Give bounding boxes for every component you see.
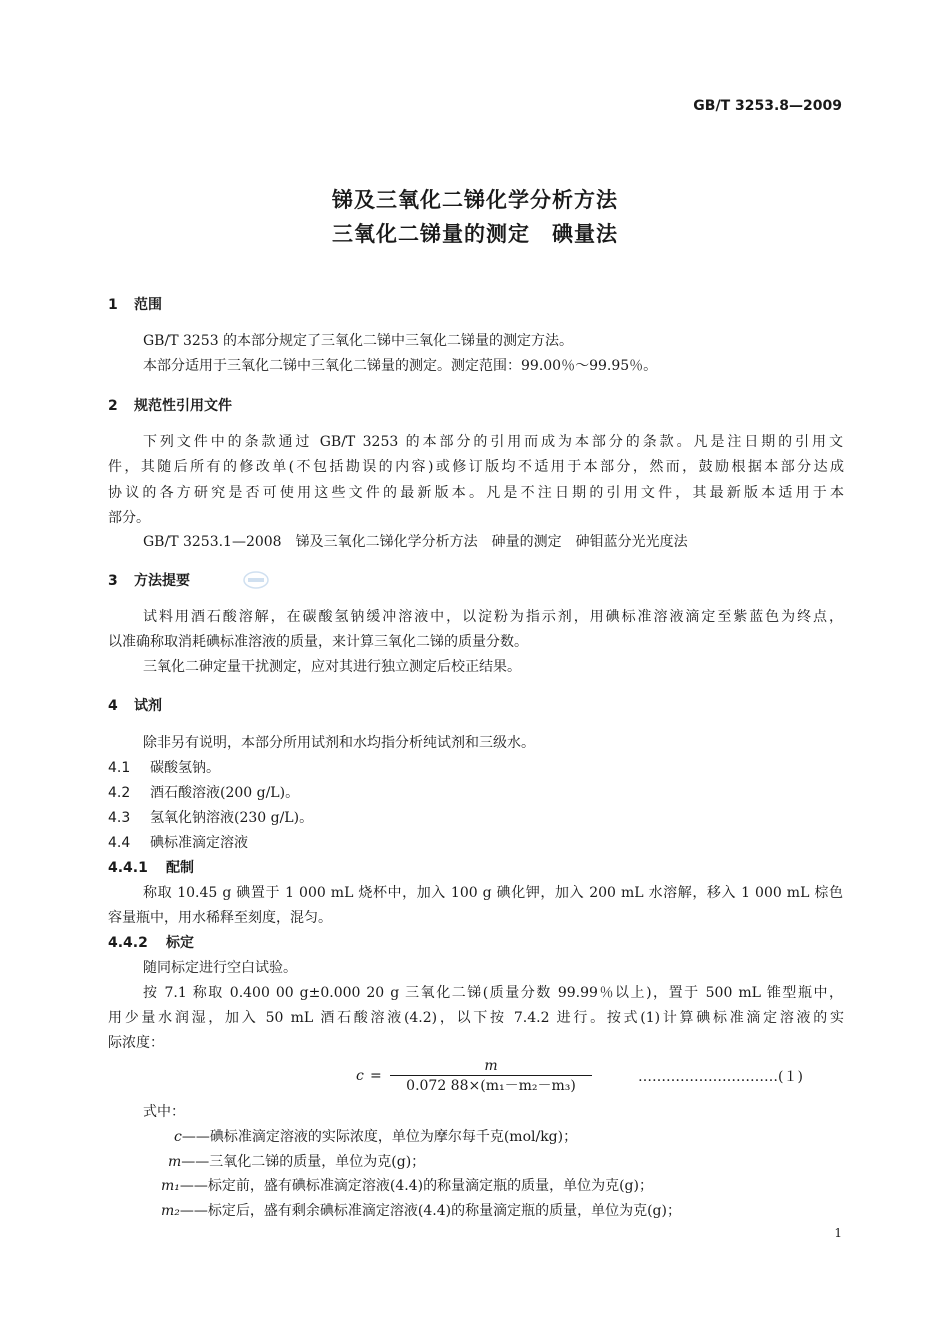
watermark-logo-icon bbox=[243, 571, 269, 589]
item-text: 标定 bbox=[166, 935, 194, 951]
reagent-item bbox=[108, 832, 248, 852]
section-title: 范围 bbox=[134, 297, 162, 313]
definition-text: ——三氧化二锑的质量，单位为克(g)； bbox=[181, 1154, 426, 1170]
variable-symbol: m bbox=[168, 1154, 182, 1170]
section-number: 3 bbox=[108, 573, 118, 589]
paragraph: 随同标定进行空白试验。 bbox=[143, 960, 297, 976]
formula-lhs: c bbox=[356, 1068, 364, 1084]
formula-fraction bbox=[390, 1058, 592, 1095]
definition-item bbox=[174, 1126, 577, 1146]
item-number: 4.3 bbox=[108, 810, 131, 826]
paragraph: 件，其随后所有的修改单(不包括勘误的内容)或修订版均不适用于本部分，然而，鼓励根据本部分达成 bbox=[108, 459, 844, 475]
definition-text: ——标定前，盛有碘标准滴定溶液(4.4)的称量滴定瓶的质量，单位为克(g)； bbox=[179, 1178, 653, 1194]
formula-number: …………………………(１) bbox=[638, 1069, 803, 1085]
paragraph: 以准确称取消耗碘标准溶液的质量，来计算三氧化二锑的质量分数。 bbox=[108, 634, 528, 650]
paragraph: 按 7.1 称取 0.400 00 g±0.000 20 g 三氧化二锑(质量分数 99.99％以上)，置于 500 mL 锥型瓶中， bbox=[143, 985, 843, 1001]
paragraph: 部分。 bbox=[108, 510, 150, 526]
formula-numerator: m bbox=[484, 1058, 498, 1074]
definition-item bbox=[168, 1151, 425, 1171]
variable-symbol: m₂ bbox=[161, 1203, 180, 1219]
subclause-heading-standardization bbox=[108, 932, 194, 952]
item-text: 碳酸氢钠。 bbox=[150, 760, 220, 776]
paragraph: 容量瓶中，用水稀释至刻度，混匀。 bbox=[108, 910, 332, 926]
reagent-item bbox=[108, 757, 220, 777]
formula-equals: = bbox=[370, 1068, 382, 1084]
standard-number: GB/T 3253.8—2009 bbox=[693, 98, 842, 114]
section-heading-principle bbox=[108, 570, 190, 590]
section-heading-scope bbox=[108, 294, 162, 314]
paragraph: 称取 10.45 g 碘置于 1 000 mL 烧杯中，加入 100 g 碘化钾，加入 200 mL 水溶解，移入 1 000 mL 棕色 bbox=[143, 885, 843, 901]
page-number: 1 bbox=[834, 1226, 842, 1240]
item-number: 4.4.1 bbox=[108, 860, 148, 876]
definition-text: ——标定后，盛有剩余碘标准滴定溶液(4.4)的称量滴定瓶的质量，单位为克(g)； bbox=[179, 1203, 681, 1219]
definition-item bbox=[161, 1200, 681, 1220]
item-text: 酒石酸溶液(200 g/L)。 bbox=[150, 785, 300, 801]
section-heading-normative-references bbox=[108, 395, 232, 415]
paragraph: 本部分适用于三氧化二锑中三氧化二锑量的测定。测定范围：99.00％～99.95％。 bbox=[143, 358, 658, 374]
document-title-line2: 三氧化二锑量的测定 碘量法 bbox=[332, 222, 618, 246]
item-number: 4.2 bbox=[108, 785, 131, 801]
paragraph: 际浓度： bbox=[108, 1035, 164, 1051]
reagent-item bbox=[108, 807, 313, 827]
section-heading-reagents bbox=[108, 695, 162, 715]
document-title-line1: 锑及三氧化二锑化学分析方法 bbox=[332, 188, 618, 212]
section-number: 4 bbox=[108, 698, 118, 714]
item-text: 碘标准滴定溶液 bbox=[150, 835, 248, 851]
definition-text: ——碘标准滴定溶液的实际浓度，单位为摩尔每千克(mol/kg)； bbox=[181, 1129, 578, 1145]
paragraph: 三氧化二砷定量干扰测定，应对其进行独立测定后校正结果。 bbox=[143, 659, 521, 675]
formula-denominator: 0.072 88×(m₁－m₂－m₃) bbox=[406, 1078, 576, 1094]
paragraph: 协议的各方研究是否可使用这些文件的最新版本。凡是不注日期的引用文件，其最新版本适用于本 bbox=[108, 485, 844, 501]
section-title: 方法提要 bbox=[134, 573, 190, 589]
item-number: 4.4 bbox=[108, 835, 131, 851]
paragraph: 用少量水润湿，加入 50 mL 酒石酸溶液(4.2)，以下按 7.4.2 进行。按式(1)计算碘标准滴定溶液的实 bbox=[108, 1010, 844, 1026]
section-title: 试剂 bbox=[134, 698, 162, 714]
definition-item bbox=[161, 1175, 653, 1195]
section-number: 1 bbox=[108, 297, 118, 313]
section-title: 规范性引用文件 bbox=[134, 398, 232, 414]
item-number: 4.1 bbox=[108, 760, 131, 776]
item-text: 配制 bbox=[166, 860, 194, 876]
variable-symbol: c bbox=[174, 1129, 182, 1145]
paragraph: 除非另有说明，本部分所用试剂和水均指分析纯试剂和三级水。 bbox=[143, 735, 535, 751]
variable-symbol: m₁ bbox=[161, 1178, 180, 1194]
section-number: 2 bbox=[108, 398, 118, 414]
paragraph: 试料用酒石酸溶解，在碳酸氢钠缓冲溶液中，以淀粉为指示剂，用碘标准溶液滴定至紫蓝色为终点， bbox=[143, 609, 843, 625]
reference-entry: GB/T 3253.1—2008 锑及三氧化二锑化学分析方法 砷量的测定 砷钼蓝分光光度法 bbox=[143, 534, 688, 550]
paragraph: 下列文件中的条款通过 GB/T 3253 的本部分的引用而成为本部分的条款。凡是注日期的引用文 bbox=[143, 434, 843, 450]
item-number: 4.4.2 bbox=[108, 935, 148, 951]
definitions-intro: 式中： bbox=[143, 1104, 185, 1120]
item-text: 氢氧化钠溶液(230 g/L)。 bbox=[150, 810, 314, 826]
reagent-item bbox=[108, 782, 299, 802]
paragraph: GB/T 3253 的本部分规定了三氧化二锑中三氧化二锑量的测定方法。 bbox=[143, 333, 574, 349]
subclause-heading-preparation bbox=[108, 857, 194, 877]
fraction-bar bbox=[390, 1075, 592, 1076]
